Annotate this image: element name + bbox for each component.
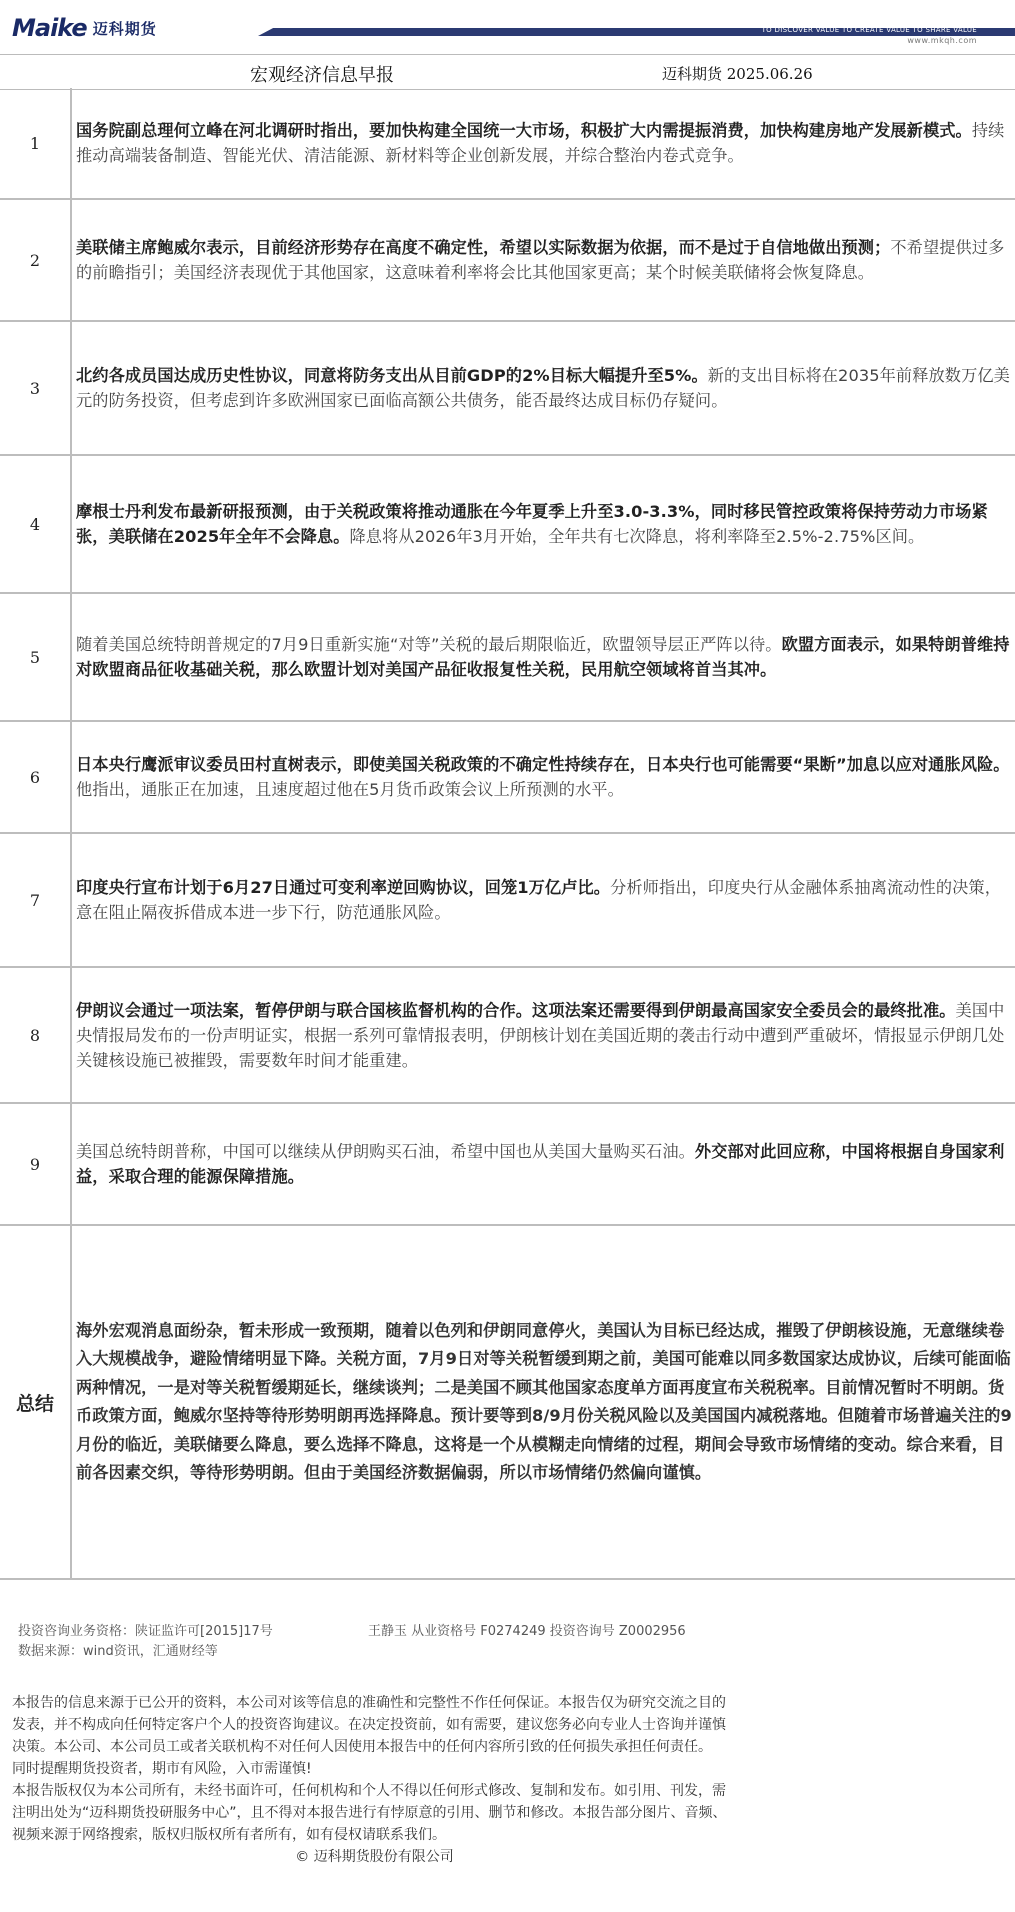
qualification-text: 投资咨询业务资格：陕证监许可[2015]17号	[18, 1624, 273, 1639]
news-text-cell	[74, 722, 1015, 832]
logo-text: Maike	[12, 14, 87, 42]
news-row	[0, 456, 1015, 594]
news-headline: 日本央行鹰派审议委员田村直树表示，即使美国关税政策的不确定性持续存在，日本央行也可能需要“果断”加息以应对通胀风险。	[76, 755, 1010, 774]
news-text-cell	[74, 456, 1015, 592]
news-number: 5	[0, 594, 72, 720]
news-detail-text: 不希望提供过多的前瞻指引；美国经济表现优于其他国家，这意味着利率将会比其他国家更高；某个时候美联储将会恢复降息。	[76, 238, 1005, 282]
copyright-line: © 迈科期货股份有限公司	[295, 1849, 454, 1865]
news-paragraph	[76, 875, 1015, 925]
summary-row	[0, 1226, 1015, 1580]
news-number: 4	[0, 456, 72, 592]
news-detail-text: 分析师指出，印度央行从金融体系抽离流动性的决策，意在阻止隔夜拆借成本进一步下行，防范通胀风险。	[76, 878, 1001, 922]
news-row	[0, 594, 1015, 722]
news-headline: 外交部对此回应称，中国将根据自身国家利益，采取合理的能源保障措施。	[76, 1142, 1005, 1186]
logo-cn: 迈科期货	[92, 19, 157, 38]
news-row	[0, 968, 1015, 1104]
news-paragraph	[76, 118, 1015, 168]
website-url: www.mkqh.com	[907, 36, 977, 45]
news-number: 9	[0, 1104, 72, 1224]
news-headline: 伊朗议会通过一项法案，暂停伊朗与联合国核监督机构的合作。这项法案还需要得到伊朗最高国家安全委员会的最终批准。	[76, 1000, 956, 1020]
news-headline: 国务院副总理何立峰在河北调研时指出，要加快构建全国统一大市场，积极扩大内需提振消费，加快构建房地产发展新模式。	[76, 121, 972, 140]
disclaimer-paragraph: 本报告的信息来源于已公开的资料，本公司对该等信息的准确性和完整性不作任何保证。本报告仅为研究交流之目的发表，并不构成向任何特定客户个人的投资咨询建议。在决定投资前，如有需要，建议您务必向专业人士咨询并谨慎决策。本公司、本公司员工或者关联机构不对任何人因使用本报告中的任何内容所引致的任何损失承担任何责任。	[12, 1695, 726, 1755]
news-headline: 北约各成员国达成历史性协议，同意将防务支出从目前GDP的2%目标大幅提升至5%。	[76, 366, 708, 385]
news-row	[0, 1104, 1015, 1226]
news-detail-text: 降息将从2026年3月开始，全年共有七次降息，将利率降至2.5%-2.75%区间。	[349, 527, 925, 546]
news-headline: 摩根士丹利发布最新研报预测，由于关税政策将推动通胀在今年夏季上升至3.0-3.3%，同时移民管控政策将保持劳动力市场紧张，美联储在2025年全年不会降息。	[76, 502, 988, 546]
news-row	[0, 722, 1015, 834]
news-lead-text: 随着美国总统特朗普规定的7月9日重新实施“对等”关税的最后期限临近，欧盟领导层正严阵以待。	[76, 635, 782, 654]
news-detail-text: 持续推动高端装备制造、智能光伏、清洁能源、新材料等企业创新发展，并综合整治内卷式竞争。	[76, 121, 1005, 165]
copyright-notice: 本报告版权仅为本公司所有，未经书面许可，任何机构和个人不得以任何形式修改、复制和发布。如引用、刊发，需注明出处为“迈科期货投研服务中心”，且不得对本报告进行有悖原意的引用、删节和修改。本报告部分图片、音频、视频来源于网络搜索，版权归版权所有者所有，如有侵权请联系我们。	[12, 1783, 727, 1843]
news-text-cell	[74, 594, 1015, 720]
summary-text-cell	[74, 1226, 1015, 1578]
news-paragraph	[76, 632, 1015, 682]
news-number: 7	[0, 834, 72, 966]
title-row	[0, 54, 1015, 90]
report-header	[0, 0, 1015, 48]
news-paragraph	[76, 235, 1015, 285]
disclaimer	[12, 1692, 737, 1868]
news-text-cell	[74, 200, 1015, 320]
news-text-cell	[74, 968, 1015, 1102]
report-title: 宏观经济信息早报	[250, 65, 394, 86]
company-logo	[12, 14, 157, 42]
news-lead-text: 美国总统特朗普称，中国可以继续从伊朗购买石油，希望中国也从美国大量购买石油。	[76, 1142, 695, 1161]
news-number: 1	[0, 88, 72, 198]
news-number: 8	[0, 968, 72, 1102]
risk-warning: 同时提醒期货投资者，期市有风险，入市需谨慎!	[12, 1761, 312, 1777]
news-row	[0, 88, 1015, 200]
news-detail-text: 新的支出目标将在2035年前释放数万亿美元的防务投资，但考虑到许多欧洲国家已面临高额公共债务，能否最终达成目标仍存疑问。	[76, 366, 1010, 410]
news-text-cell	[74, 1104, 1015, 1224]
news-headline: 美联储主席鲍威尔表示，目前经济形势存在高度不确定性，希望以实际数据为依据，而不是过于自信地做出预测；	[76, 238, 891, 257]
tagline: TO DISCOVER VALUE TO CREATE VALUE TO SHARE VALUE	[761, 26, 977, 34]
analyst-text: 王静玉 从业资格号 F0274249 投资咨询号 Z0002956	[368, 1624, 686, 1639]
news-detail-text: 美国中央情报局发布的一份声明证实，根据一系列可靠情报表明，伊朗核计划在美国近期的袭击行动中遭到严重破坏，情报显示伊朗几处关键核设施已被摧毁，需要数年时间才能重建。	[76, 1000, 1005, 1070]
news-number: 6	[0, 722, 72, 832]
data-source-text: 数据来源：wind资讯，汇通财经等	[18, 1644, 218, 1659]
news-text-cell	[74, 834, 1015, 966]
news-paragraph	[76, 499, 1015, 549]
news-text-cell	[74, 322, 1015, 454]
news-row	[0, 200, 1015, 322]
news-number: 3	[0, 322, 72, 454]
news-text-cell	[74, 88, 1015, 198]
news-row	[0, 834, 1015, 968]
news-paragraph	[76, 998, 1015, 1073]
news-headline: 印度央行宣布计划于6月27日通过可变利率逆回购协议，回笼1万亿卢比。	[76, 878, 611, 897]
report-date: 迈科期货 2025.06.26	[662, 65, 813, 83]
news-paragraph	[76, 363, 1015, 413]
news-detail-text: 他指出，通胀正在加速，且速度超过他在5月货币政策会议上所预测的水平。	[76, 780, 624, 799]
news-headline: 欧盟方面表示，如果特朗普维持对欧盟商品征收基础关税，那么欧盟计划对美国产品征收报复性关税，民用航空领域将首当其冲。	[76, 635, 1010, 679]
summary-paragraph: 海外宏观消息面纷杂，暂未形成一致预期，随着以色列和伊朗同意停火，美国认为目标已经达成，摧毁了伊朗核设施，无意继续卷入大规模战争，避险情绪明显下降。关税方面，7月9日对等关税暂缓到期之前，美国可能难以同多数国家达成协议，后续可能面临两种情况，一是对等关税暂缓期延长，继续谈判；二是美国不顾其他国家态度单方面再度宣布关税税率。目前情况暂时不明朗。货币政策方面，鲍威尔坚持等待形势明朗再选择降息。预计要等到8/9月份关税风险以及美国国内减税落地。但随着市场普遍关注的9月份的临近，美联储要么降息，要么选择不降息，这将是一个从模糊走向情绪的过程，期间会导致市场情绪的变动。综合来看，目前各因素交织，等待形势明朗。但由于美国经济数据偏弱，所以市场情绪仍然偏向谨慎。	[76, 1320, 1012, 1482]
news-paragraph	[76, 1139, 1015, 1189]
summary-label: 总结	[0, 1226, 72, 1578]
news-number: 2	[0, 200, 72, 320]
news-row	[0, 322, 1015, 456]
news-paragraph	[76, 752, 1015, 802]
